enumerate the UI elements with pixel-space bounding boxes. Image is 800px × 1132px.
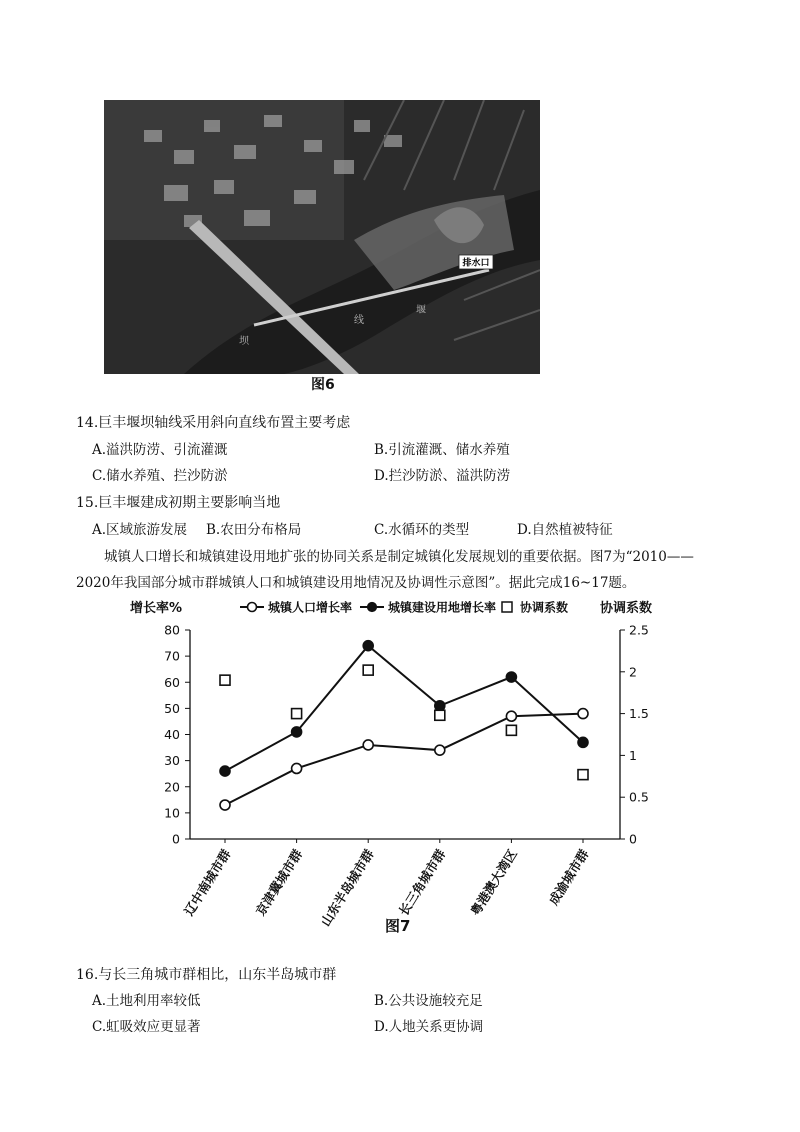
data-point-landuse bbox=[435, 701, 445, 711]
left-tick-label: 50 bbox=[164, 700, 180, 716]
x-category-label: 山东半岛城市群 bbox=[317, 846, 377, 929]
q16-option-b[interactable]: B.公共设施较充足 bbox=[374, 993, 483, 1009]
q15-option-c[interactable]: C.水循环的类型 bbox=[374, 522, 470, 538]
q14-option-b[interactable]: B.引流灌溉、储水养殖 bbox=[374, 442, 510, 458]
left-axis-title: 增长率% bbox=[130, 601, 183, 616]
series-line-population bbox=[225, 714, 583, 805]
left-tick-label: 0 bbox=[172, 831, 180, 847]
left-tick-label: 30 bbox=[164, 753, 180, 769]
q14-option-a[interactable]: A.溢洪防涝、引流灌溉 bbox=[92, 442, 228, 458]
q14-option-c[interactable]: C.储水养殖、拦沙防淤 bbox=[92, 468, 228, 484]
outlet-label: 排水口 bbox=[462, 258, 490, 269]
series-line-landuse bbox=[225, 646, 583, 771]
data-point-coefficient bbox=[435, 710, 445, 720]
left-tick-label: 40 bbox=[164, 727, 180, 742]
figure7-caption: 图7 bbox=[385, 917, 411, 935]
right-axis-title: 协调系数 bbox=[600, 601, 653, 616]
dam-label-3: 坝 bbox=[239, 336, 249, 347]
left-tick-label: 10 bbox=[164, 805, 180, 821]
q14-option-d[interactable]: D.拦沙防淤、溢洪防涝 bbox=[374, 468, 511, 484]
intro-line-2: 2020年我国部分城市群城镇人口和城镇建设用地情况及协调性示意图”。据此完成16~17题。 bbox=[76, 575, 636, 591]
x-category-label: 成渝城市群 bbox=[545, 846, 592, 908]
data-point-coefficient bbox=[292, 709, 302, 719]
x-category-label: 辽中南城市群 bbox=[181, 846, 234, 919]
aerial-photo-illustration bbox=[104, 100, 540, 374]
data-point-coefficient bbox=[363, 665, 373, 675]
data-point-landuse bbox=[220, 766, 230, 776]
figure7-chart bbox=[130, 595, 690, 945]
right-tick-label: 1.5 bbox=[629, 706, 649, 722]
data-point-population bbox=[363, 740, 373, 750]
data-point-population bbox=[435, 745, 445, 755]
q15-option-d[interactable]: D.自然植被特征 bbox=[517, 522, 613, 538]
q14-stem: 14.巨丰堰坝轴线采用斜向直线布置主要考虑 bbox=[76, 415, 351, 431]
data-point-landuse bbox=[578, 737, 588, 747]
right-tick-label: 0 bbox=[629, 831, 637, 847]
q15-option-a[interactable]: A.区域旅游发展 bbox=[92, 522, 188, 538]
data-point-population bbox=[506, 711, 516, 721]
dam-label-1: 堰 bbox=[416, 305, 426, 316]
data-point-coefficient bbox=[220, 675, 230, 685]
data-point-population bbox=[578, 709, 588, 719]
data-point-landuse bbox=[363, 641, 373, 651]
figure6-photo bbox=[104, 100, 540, 374]
legend-marker-population bbox=[248, 603, 257, 612]
intro-line-1: 城镇人口增长和城镇建设用地扩张的协同关系是制定城镇化发展规划的重要依据。图7为“2010—— bbox=[104, 549, 694, 565]
q15-option-b[interactable]: B.农田分布格局 bbox=[206, 522, 302, 538]
data-point-landuse bbox=[506, 672, 516, 682]
x-category-label: 粤港澳大湾区 bbox=[467, 846, 520, 919]
legend-marker-landuse bbox=[368, 603, 377, 612]
right-tick-label: 2.5 bbox=[629, 622, 649, 638]
left-tick-label: 20 bbox=[164, 779, 180, 795]
q16-option-c[interactable]: C.虹吸效应更显著 bbox=[92, 1019, 201, 1035]
data-point-coefficient bbox=[506, 725, 516, 735]
q16-stem: 16.与长三角城市群相比，山东半岛城市群 bbox=[76, 967, 337, 983]
q16-option-a[interactable]: A.土地利用率较低 bbox=[92, 993, 201, 1009]
legend-label-coefficient: 协调系数 bbox=[520, 600, 569, 615]
q15-stem: 15.巨丰堰建成初期主要影响当地 bbox=[76, 495, 281, 511]
legend-label-landuse: 城镇建设用地增长率 bbox=[388, 600, 497, 615]
x-category-label: 长三角城市群 bbox=[395, 846, 449, 919]
data-point-population bbox=[292, 763, 302, 773]
right-tick-label: 2 bbox=[629, 664, 637, 680]
left-tick-label: 80 bbox=[164, 622, 180, 638]
left-tick-label: 70 bbox=[164, 648, 180, 664]
legend-marker-coefficient bbox=[502, 602, 512, 612]
x-category-label: 京津冀城市群 bbox=[252, 846, 306, 919]
right-tick-label: 0.5 bbox=[629, 789, 649, 805]
data-point-population bbox=[220, 800, 230, 810]
q16-option-d[interactable]: D.人地关系更协调 bbox=[374, 1019, 484, 1035]
right-tick-label: 1 bbox=[629, 747, 637, 763]
figure6-caption: 图6 bbox=[311, 377, 335, 393]
dam-label-2: 线 bbox=[354, 315, 364, 326]
data-point-coefficient bbox=[578, 770, 588, 780]
left-tick-label: 60 bbox=[164, 674, 180, 690]
data-point-landuse bbox=[292, 727, 302, 737]
legend-label-population: 城镇人口增长率 bbox=[268, 600, 353, 615]
